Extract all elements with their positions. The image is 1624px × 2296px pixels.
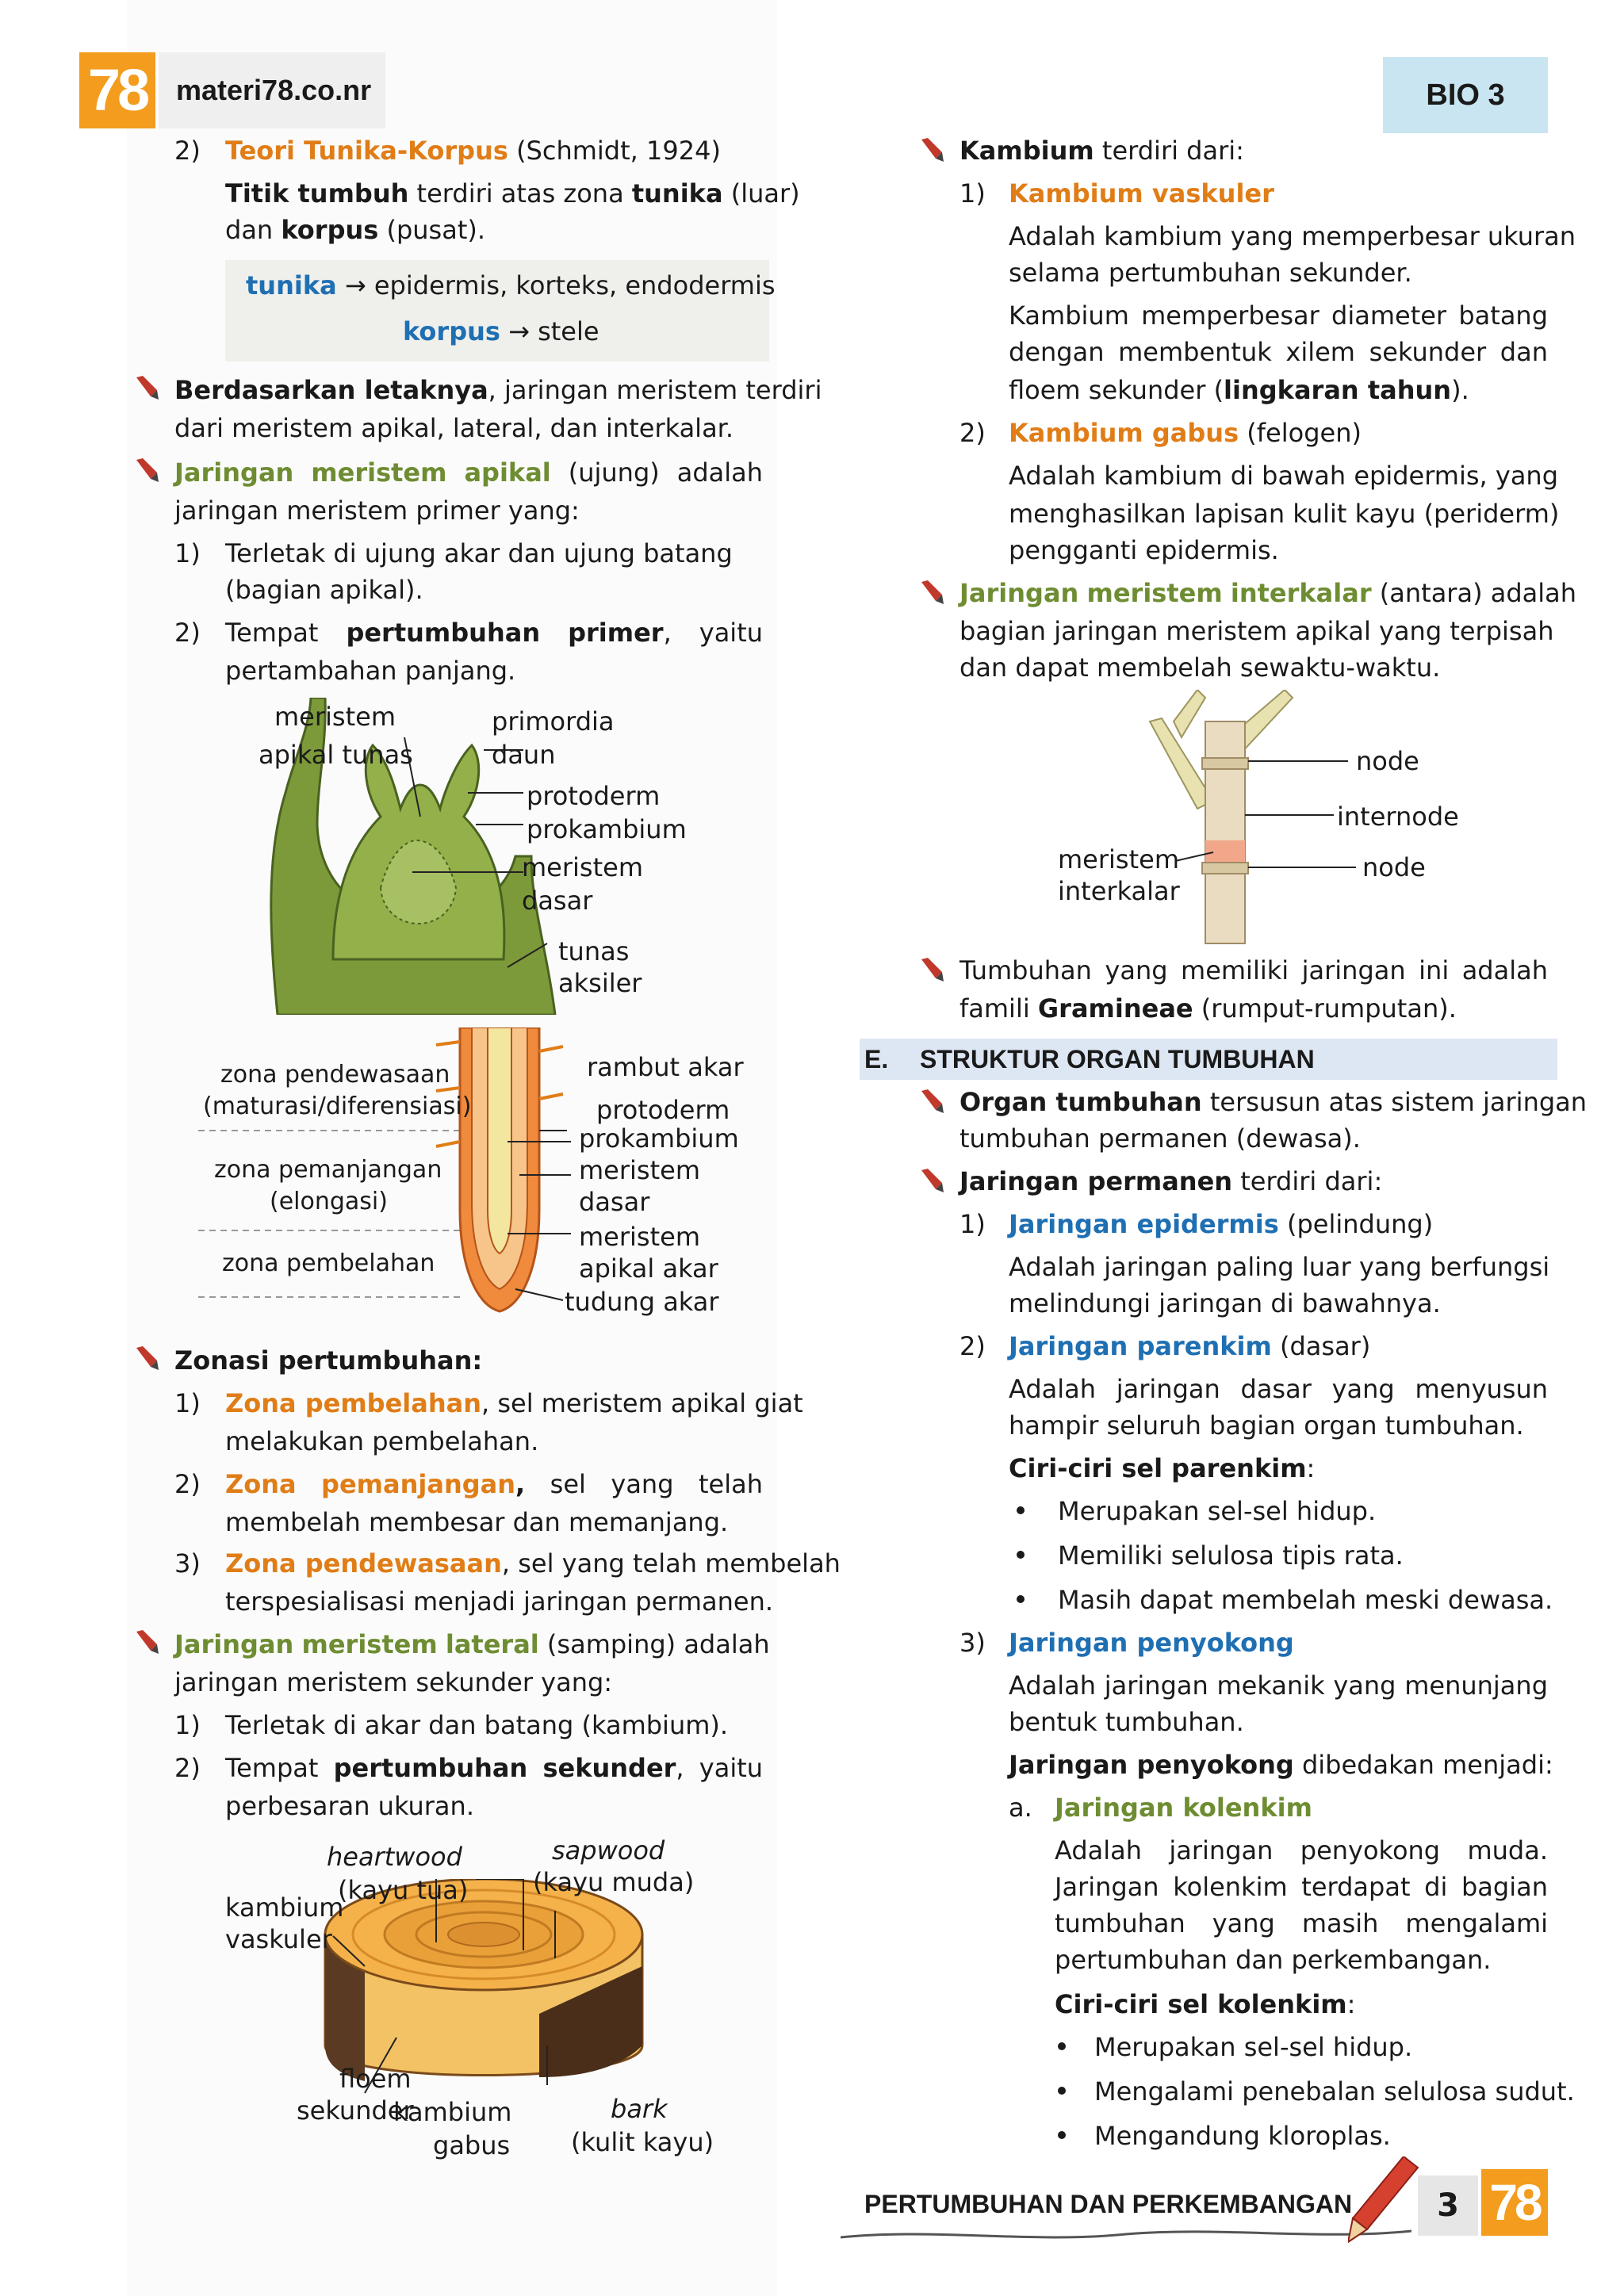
list-item: Memiliki selulosa tipis rata. [1058,1540,1404,1571]
fig3-label: sekunder [297,2095,414,2126]
footer-title: PERTUMBUHAN DAN PERKEMBANGAN [864,2190,1353,2218]
pencil-bullet-icon [918,956,945,983]
item-number: 1) [959,178,986,209]
parenkim-text: Adalah jaringan dasar yang menyusun [1009,1374,1549,1404]
fig4-label: internode [1337,802,1459,832]
parenkim-ciri-title: Ciri-ciri sel parenkim: [1009,1453,1316,1483]
epidermis-text: Adalah jaringan paling luar yang berfungsi [1009,1252,1550,1282]
apikal-item1-line2: (bagian apikal). [225,575,423,605]
item-number: 2) [959,418,986,448]
fig1-label: meristem [522,852,643,882]
fig3-label: (kayu tua) [338,1875,469,1905]
logo-78: 78 [79,52,155,128]
list-item: Masih dapat membelah meski dewasa. [1058,1585,1553,1615]
zonasi-item2-line1: Zona pemanjangan, sel yang telah [225,1469,764,1499]
item-number: 1) [174,1710,201,1740]
list-bullet [1058,2087,1066,2095]
section-title: STRUKTUR ORGAN TUMBUHAN [920,1045,1315,1073]
kolenkim-text: Adalah jaringan penyokong muda. [1055,1835,1548,1866]
page-number: 3 [1418,2175,1478,2236]
fig4-label: interkalar [1058,876,1180,906]
pencil-bullet-icon [918,579,945,606]
penyokong-text: Jaringan penyokong dibedakan menjadi: [1009,1750,1553,1780]
list-bullet [1017,1551,1025,1559]
pencil-bullet-icon [133,1345,160,1372]
kv-text-line: Adalah kambium yang memperbesar ukuran [1009,221,1576,251]
kambium-vaskuler-title: Kambium vaskuler [1009,178,1274,209]
item-number: 2) [959,1331,986,1361]
fig3-label: heartwood [327,1842,462,1872]
zonasi-title: Zonasi pertumbuhan: [174,1345,483,1376]
fig3-label: (kulit kayu) [571,2127,714,2157]
item-number: 3) [959,1628,986,1658]
lateral-item2-line2: perbesaran ukuran. [225,1791,474,1821]
fig3-label: floem [339,2064,412,2094]
tunika-text-line2: dan korpus (pusat). [225,215,486,245]
fig4-label: meristem [1058,844,1179,874]
tunika-title-line: Teori Tunika-Korpus (Schmidt, 1924) [225,136,721,166]
gramineae-line2: famili Gramineae (rumput-rumputan). [959,993,1457,1024]
pencil-bullet-icon [918,1088,945,1115]
apikal-item2-line2: pertambahan panjang. [225,656,516,686]
kambium-title: Kambium terdiri dari: [959,136,1244,166]
list-bullet [1058,2131,1066,2139]
apikal-item1-line1: Terletak di ujung akar dan ujung batang [225,538,733,568]
penyokong-text: bentuk tumbuhan. [1009,1707,1244,1737]
fig2-label: zona pendewasaan [220,1061,450,1089]
list-item: Mengandung kloroplas. [1094,2121,1391,2151]
parenkim-text: hampir seluruh bagian organ tumbuhan. [1009,1410,1524,1441]
penyokong-title: Jaringan penyokong [1009,1628,1294,1658]
fig2-label: (maturasi/diferensiasi) [203,1093,472,1120]
penyokong-text: Adalah jaringan mekanik yang menunjang [1009,1670,1548,1701]
section-letter: E. [864,1045,889,1073]
fig1-label: aksiler [558,968,642,998]
list-bullet [1017,1506,1025,1514]
list-item: Mengalami penebalan selulosa sudut. [1094,2076,1575,2107]
item-number: a. [1009,1793,1032,1823]
fig1-label: tunas [558,936,630,966]
epidermis-title: Jaringan epidermis (pelindung) [1009,1209,1434,1239]
site-name[interactable]: materi78.co.nr [159,52,385,128]
kv-text-line: selama pertumbuhan sekunder. [1009,258,1412,288]
fig1-label: daun [492,740,556,770]
kolenkim-text: Jaringan kolenkim terdapat di bagian [1055,1872,1548,1902]
fig3-label: (kayu muda) [533,1867,695,1897]
kv-text-line: floem sekunder (lingkaran tahun). [1009,375,1469,405]
item-number: 3) [174,1548,201,1578]
fig1-label: protoderm [527,781,661,811]
subject-badge: BIO 3 [1383,57,1548,133]
fig3-label: kambium [225,1892,344,1923]
list-bullet [1058,2042,1066,2050]
pencil-bullet-icon [133,374,160,401]
list-item: Merupakan sel-sel hidup. [1058,1496,1377,1526]
fig2-label: protoderm [596,1095,730,1125]
apikal-line1: Jaringan meristem apikal (ujung) adalah [174,457,764,488]
zonasi-item1-line1: Zona pembelahan, sel meristem apikal giat [225,1388,803,1418]
box-line1: tunika → epidermis, korteks, endodermis [246,270,776,300]
box-line2: korpus → stele [403,316,599,346]
list-bullet [1017,1595,1025,1603]
item-number: 2) [174,1469,201,1499]
kolenkim-text: pertumbuhan dan perkembangan. [1055,1945,1492,1975]
apikal-item2-line1: Tempat pertumbuhan primer, yaitu [225,618,764,648]
fig2-label: (elongasi) [270,1188,388,1215]
fig1-label: dasar [522,886,593,916]
item-number: 1) [959,1209,986,1239]
fig3-label: bark [611,2094,668,2124]
interkalar-line1: Jaringan meristem interkalar (antara) adalah [959,578,1577,608]
kg-text-line: menghasilkan lapisan kulit kayu (periderm) [1009,499,1560,529]
fig2-label: tudung akar [565,1287,719,1317]
kv-text-line: dengan membentuk xilem sekunder dan [1009,337,1548,367]
zonasi-item3-line2: terspesialisasi menjadi jaringan permanen. [225,1586,774,1617]
item-number: 2) [174,1753,201,1783]
pencil-bullet-icon [918,136,945,163]
letak-line1: Berdasarkan letaknya, jaringan meristem terdiri [174,375,822,405]
lateral-item2-line1: Tempat pertumbuhan sekunder, yaitu [225,1753,764,1783]
zonasi-item3-line1: Zona pendewasaan, sel yang telah membelah [225,1548,841,1578]
fig1-label: apikal tunas [259,740,413,770]
kv-text-line: Kambium memperbesar diameter batang [1009,300,1549,331]
lateral-item1: Terletak di akar dan batang (kambium). [225,1710,729,1740]
apikal-line2: jaringan meristem primer yang: [174,496,580,526]
item-number: 1) [174,1388,201,1418]
kambium-gabus-title: Kambium gabus (felogen) [1009,418,1362,448]
fig2-label: prokambium [579,1123,739,1154]
epidermis-text: melindungi jaringan di bawahnya. [1009,1288,1441,1318]
fig3-label: gabus [433,2130,511,2160]
fig2-label: rambut akar [587,1052,744,1082]
fig2-label: meristem [579,1155,700,1185]
pencil-bullet-icon [133,457,160,484]
fig3-label: vaskuler [225,1924,332,1954]
kolenkim-ciri-title: Ciri-ciri sel kolenkim: [1055,1989,1356,2019]
interkalar-line2: bagian jaringan meristem apikal yang terpisah [959,616,1554,646]
pencil-bullet-icon [133,1628,160,1655]
fig4-label: node [1356,746,1419,776]
logo-78: 78 [1481,2169,1548,2236]
item-number: 1) [174,538,201,568]
lateral-line2: jaringan meristem sekunder yang: [174,1667,613,1697]
fig2-label: zona pemanjangan [214,1156,442,1184]
fig2-label: zona pembelahan [222,1249,435,1277]
organ-line2: tumbuhan permanen (dewasa). [959,1123,1361,1154]
item-number: 2) [174,618,201,648]
fig3-label: kambium [393,2097,512,2127]
lateral-line1: Jaringan meristem lateral (samping) adalah [174,1629,770,1659]
kg-text-line: pengganti epidermis. [1009,535,1279,565]
fig4-label: node [1362,852,1426,882]
item-number: 2) [174,136,201,166]
fig2-label: meristem [579,1222,700,1252]
fig3-label: sapwood [552,1835,665,1866]
pencil-bullet-icon [918,1167,945,1194]
parenkim-title: Jaringan parenkim (dasar) [1009,1331,1371,1361]
fig2-label: apikal akar [579,1253,718,1284]
organ-line1: Organ tumbuhan tersusun atas sistem jaringan [959,1087,1588,1117]
footer-underline [841,2220,1411,2252]
kg-text-line: Adalah kambium di bawah epidermis, yang [1009,461,1559,491]
permanen-title: Jaringan permanen terdiri dari: [959,1166,1383,1196]
kolenkim-title: Jaringan kolenkim [1055,1793,1312,1823]
pencil-icon [1348,2156,1419,2244]
letak-line2: dari meristem apikal, lateral, dan interkalar. [174,413,734,443]
zonasi-item2-line2: membelah membesar dan memanjang. [225,1507,729,1537]
gramineae-line1: Tumbuhan yang memiliki jaringan ini adalah [959,955,1548,985]
fig1-label: primordia [492,706,615,737]
fig2-label: dasar [579,1187,650,1217]
list-item: Merupakan sel-sel hidup. [1094,2032,1413,2062]
fig1-label: meristem [274,702,396,732]
fig1-label: prokambium [527,814,687,844]
interkalar-line3: dan dapat membelah sewaktu-waktu. [959,652,1441,683]
kolenkim-text: tumbuhan yang masih mengalami [1055,1908,1549,1938]
tunika-text-line1: Titik tumbuh terdiri atas zona tunika (luar) [225,178,800,209]
zonasi-item1-line2: melakukan pembelahan. [225,1426,539,1456]
